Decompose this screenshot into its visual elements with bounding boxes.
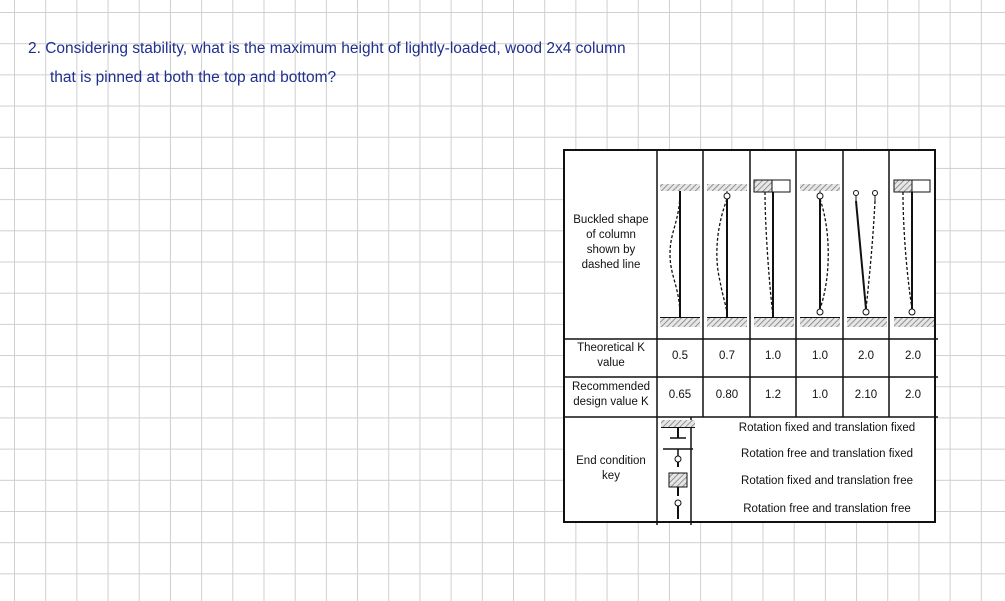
recommended-k-label bbox=[565, 380, 657, 410]
recommended-k-cell: 1.0 bbox=[812, 389, 828, 401]
key-item: Rotation free and translation free bbox=[743, 503, 911, 515]
theoretical-k-cell: 2.0 bbox=[858, 350, 874, 362]
question-line-2: that is pinned at both the top and bottom? bbox=[50, 69, 337, 86]
label-line: Theoretical K bbox=[577, 342, 645, 354]
label-line: key bbox=[602, 470, 620, 482]
label-line: End condition bbox=[576, 455, 646, 467]
recommended-k-cell: 2.0 bbox=[905, 389, 921, 401]
theoretical-k-cell: 2.0 bbox=[905, 350, 921, 362]
theoretical-k-cell: 1.0 bbox=[812, 350, 828, 362]
recommended-k-cell: 1.2 bbox=[765, 389, 781, 401]
label-line: value bbox=[597, 357, 625, 369]
sliding-fixed-support-icon bbox=[669, 473, 687, 496]
question-text bbox=[28, 34, 626, 92]
theoretical-k-cell: 0.5 bbox=[672, 350, 688, 362]
buckled-shape-pinned-pinned bbox=[800, 184, 840, 327]
theoretical-k-label bbox=[565, 341, 657, 371]
buckled-shape-free-pinned bbox=[847, 191, 887, 328]
key-item: Rotation fixed and translation free bbox=[741, 475, 913, 487]
label-line: design value K bbox=[573, 396, 649, 408]
buckled-shape-label bbox=[565, 213, 657, 273]
recommended-k-cell: 0.80 bbox=[715, 389, 739, 401]
label-line: of column bbox=[586, 229, 636, 241]
label-line: shown by bbox=[586, 244, 636, 256]
question-line-1: 2. Considering stability, what is the maximum height of lightly-loaded, wood 2x4 column bbox=[28, 40, 626, 57]
label-line: Buckled shape bbox=[573, 214, 649, 226]
key-item: Rotation free and translation fixed bbox=[741, 448, 913, 460]
end-condition-label bbox=[565, 454, 657, 484]
recommended-k-cell: 2.10 bbox=[854, 389, 878, 401]
fixed-support-icon bbox=[661, 420, 695, 438]
theoretical-k-cell: 1.0 bbox=[765, 350, 781, 362]
label-line: Recommended bbox=[572, 381, 650, 393]
label-line: dashed line bbox=[581, 259, 641, 271]
effective-length-table bbox=[563, 149, 936, 523]
pin-support-icon bbox=[663, 449, 693, 467]
key-item: Rotation fixed and translation fixed bbox=[738, 422, 916, 434]
recommended-k-cell: 0.65 bbox=[668, 389, 692, 401]
buckled-shape-pinned-fixed bbox=[707, 184, 747, 327]
buckled-shape-sway-pinned bbox=[894, 180, 934, 327]
theoretical-k-cell: 0.7 bbox=[719, 350, 735, 362]
buckled-shape-fixed-fixed bbox=[660, 184, 700, 327]
free-end-icon bbox=[675, 500, 681, 519]
buckled-shape-sway-fixed bbox=[754, 180, 794, 327]
